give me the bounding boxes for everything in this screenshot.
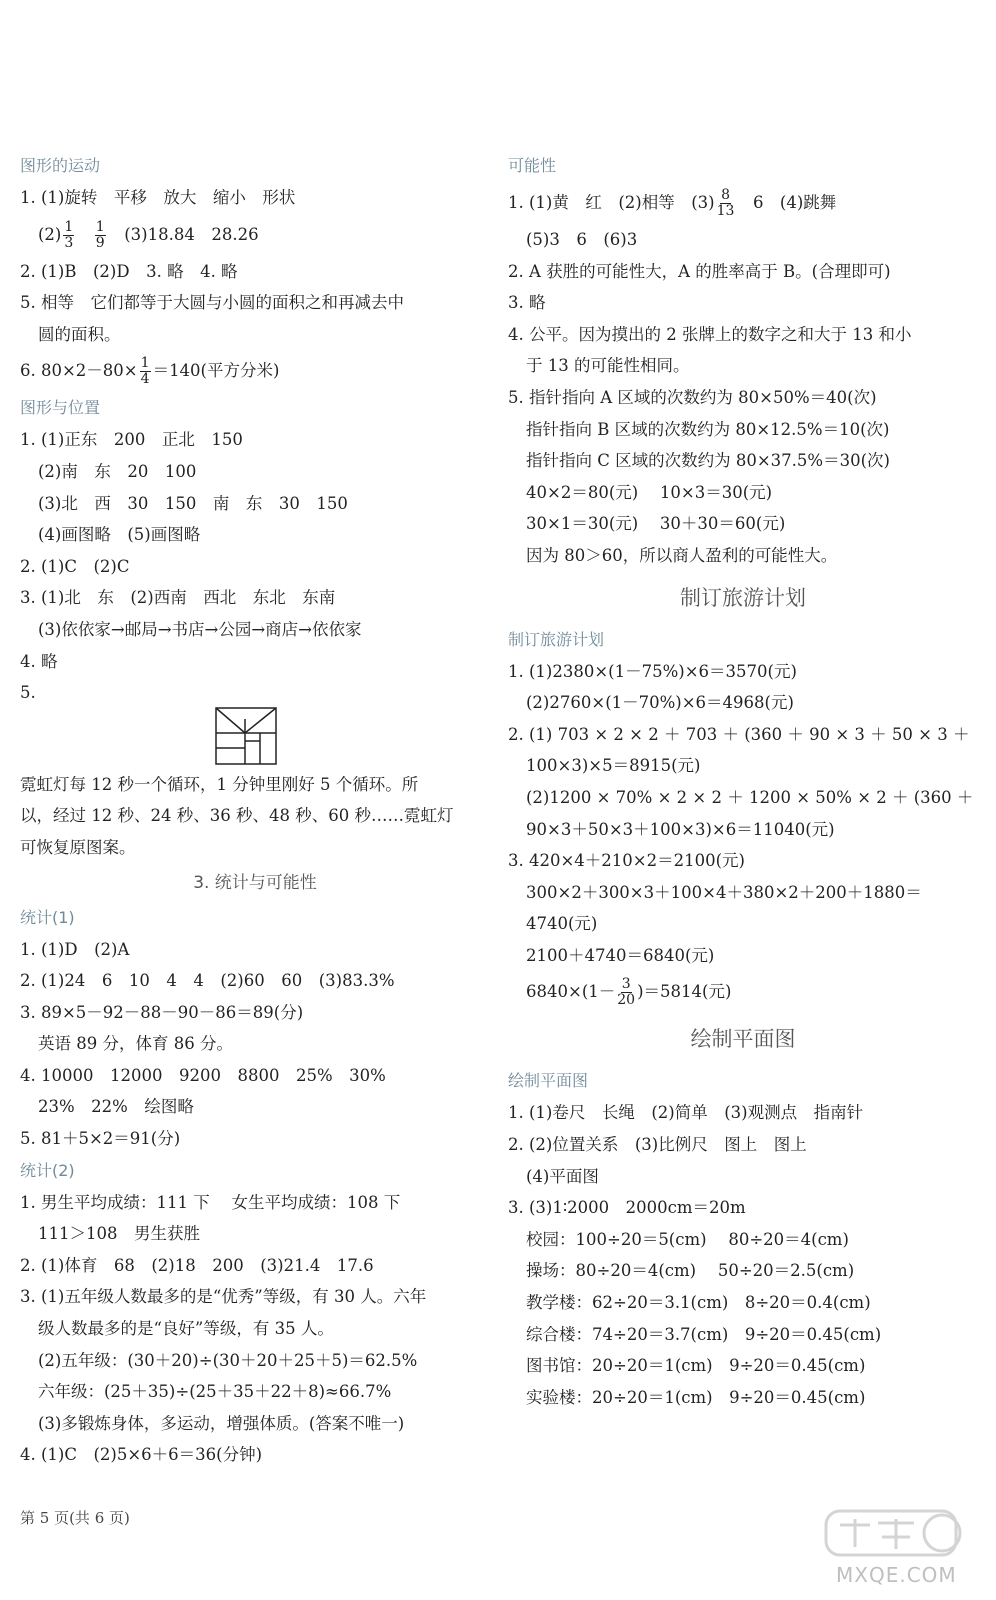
answer-line: (2)五年级：(30＋20)÷(30＋20＋25＋5)＝62.5% bbox=[38, 1350, 418, 1370]
section-heading: 制订旅游计划 bbox=[508, 629, 605, 649]
fraction-numerator: 3 bbox=[621, 976, 631, 993]
answer-line: 2. (1)体育 68 (2)18 200 (3)21.4 17.6 bbox=[20, 1255, 374, 1275]
answer-line: 23% 22% 绘图略 bbox=[38, 1097, 194, 1117]
answer-line: 圆的面积。 bbox=[38, 324, 121, 344]
answer-line: (3)北 西 30 150 南 东 30 150 bbox=[38, 493, 348, 513]
answer-line: 3. (1)北 东 (2)西南 西北 东北 东南 bbox=[20, 588, 336, 608]
fraction-denominator: 13 bbox=[716, 203, 735, 219]
answer-line: 1. 男生平均成绩：111 下 女生平均成绩：108 下 bbox=[20, 1192, 401, 1212]
section-heading: 图形的运动 bbox=[20, 156, 101, 175]
answer-line: 2100＋4740＝6840(元) bbox=[526, 945, 715, 965]
answer-line: (2)南 东 20 100 bbox=[38, 461, 197, 481]
answer-line: 3. 略 bbox=[508, 293, 546, 313]
answer-line: 图书馆：20÷20＝1(cm) 9÷20＝0.45(cm) bbox=[526, 1356, 866, 1376]
fraction-denominator: 20 bbox=[617, 992, 636, 1009]
answer-line: 4740(元) bbox=[526, 914, 598, 934]
fraction bbox=[140, 356, 151, 387]
fraction-numerator: 1 bbox=[95, 218, 105, 235]
chapter-title: 3. 统计与可能性 bbox=[193, 872, 317, 893]
answer-text: ＝140(平方分米) bbox=[152, 361, 280, 381]
answer-line: 30×1＝30(元) 30＋30＝60(元) bbox=[526, 514, 786, 534]
fraction-numerator: 1 bbox=[140, 355, 150, 372]
fraction bbox=[617, 977, 635, 1008]
watermark bbox=[778, 1505, 978, 1595]
answer-line: 六年级：(25＋35)÷(25＋35＋22＋8)≈66.7% bbox=[38, 1382, 392, 1402]
watermark-text: MXQE.COM bbox=[836, 1563, 957, 1587]
answer-line: 可恢复原图案。 bbox=[20, 837, 136, 857]
answer-line: 于 13 的可能性相同。 bbox=[526, 356, 690, 376]
answer-line: (3)依依家→邮局→书店→公园→商店→依依家 bbox=[38, 619, 362, 639]
answer-line: 3. (3)1∶2000 2000cm＝20m bbox=[508, 1198, 746, 1218]
answer-line: (4)画图略 (5)画图略 bbox=[38, 525, 201, 545]
answer-line bbox=[20, 214, 490, 256]
fraction-denominator: 9 bbox=[95, 234, 105, 251]
answer-line: 5. bbox=[20, 683, 36, 703]
answer-line: 1. (1)正东 200 正北 150 bbox=[20, 430, 243, 450]
answer-line: 2. (1)C (2)C bbox=[20, 556, 130, 576]
answer-line: 综合楼：74÷20＝3.7(cm) 9÷20＝0.45(cm) bbox=[526, 1324, 882, 1344]
section-heading: 统计(2) bbox=[20, 1160, 75, 1180]
answer-line: 5. 81＋5×2＝91(分) bbox=[20, 1129, 181, 1149]
neon-pattern-diagram bbox=[20, 709, 490, 769]
answer-line: 2. (1)B (2)D 3. 略 4. 略 bbox=[20, 261, 238, 281]
answer-line: 1. (1)2380×(1－75%)×6＝3570(元) bbox=[508, 661, 797, 681]
chapter-title: 绘制平面图 bbox=[690, 1027, 796, 1052]
fraction-denominator: 3 bbox=[64, 234, 74, 251]
section-heading: 绘制平面图 bbox=[508, 1071, 589, 1091]
answer-line: (3)多锻炼身体，多运动，增强体质。(答案不唯一) bbox=[38, 1413, 405, 1433]
answer-line: 因为 80＞60，所以商人盈利的可能性大。 bbox=[526, 545, 838, 565]
answer-text: 6. 80×2－80× bbox=[20, 361, 138, 381]
answer-line: 指针指向 B 区域的次数约为 80×12.5%＝10(次) bbox=[526, 419, 890, 439]
answer-text: 6840×(1－ bbox=[526, 982, 616, 1002]
answer-line: 4. (1)C (2)5×6＋6＝36(分钟) bbox=[20, 1445, 263, 1465]
answer-line: (2)1200 × 70% × 2 × 2 ＋ 1200 × 50% × 2 ＋ (360 ＋ bbox=[526, 787, 974, 807]
answer-line: 40×2＝80(元) 10×3＝30(元) bbox=[526, 482, 773, 502]
answer-line: 5. 相等 它们都等于大圆与小圆的面积之和再减去中 bbox=[20, 293, 404, 313]
section-heading: 统计(1) bbox=[20, 907, 75, 927]
answer-line: 4. 10000 12000 9200 8800 25% 30% bbox=[20, 1065, 386, 1085]
answer-line: 1. (1)卷尺 长绳 (2)简单 (3)观测点 指南针 bbox=[508, 1103, 864, 1123]
answer-line: 2. A 获胜的可能性大，A 的胜率高于 B。(合理即可) bbox=[508, 261, 891, 281]
section-heading: 可能性 bbox=[508, 156, 557, 175]
section-heading: 图形与位置 bbox=[20, 398, 101, 418]
answer-line: 校园：100÷20＝5(cm) 80÷20＝4(cm) bbox=[526, 1229, 849, 1249]
answer-text: (2) bbox=[38, 224, 62, 244]
answer-line: 3. (1)五年级人数最多的是“优秀”等级，有 30 人。六年 bbox=[20, 1287, 427, 1307]
answer-line: 教学楼：62÷20＝3.1(cm) 8÷20＝0.4(cm) bbox=[526, 1293, 871, 1313]
answer-line: 以，经过 12 秒、24 秒、36 秒、48 秒、60 秒……霓虹灯 bbox=[20, 806, 454, 826]
answer-text: )＝5814(元) bbox=[637, 982, 732, 1002]
answer-line: 2. (1)24 6 10 4 4 (2)60 60 (3)83.3% bbox=[20, 971, 395, 991]
answer-line: 实验楼：20÷20＝1(cm) 9÷20＝0.45(cm) bbox=[526, 1387, 866, 1407]
fraction bbox=[95, 220, 106, 251]
answer-line: 级人数最多的是“良好”等级，有 35 人。 bbox=[38, 1319, 334, 1339]
answer-line bbox=[508, 971, 978, 1013]
answer-line: (5)3 6 (6)3 bbox=[526, 230, 638, 249]
right-column bbox=[508, 150, 978, 1413]
fraction-denominator: 4 bbox=[140, 371, 150, 388]
neon-pattern-icon bbox=[215, 707, 277, 765]
answer-line: 霓虹灯每 12 秒一个循环，1 分钟里刚好 5 个循环。所 bbox=[20, 774, 419, 794]
answer-logo-icon bbox=[778, 1505, 978, 1565]
answer-line: 90×3＋50×3＋100×3)×6＝11040(元) bbox=[526, 819, 835, 839]
answer-line bbox=[20, 350, 490, 392]
answer-line: 1. (1)旋转 平移 放大 缩小 形状 bbox=[20, 188, 296, 207]
fraction-numerator: 8 bbox=[721, 187, 730, 203]
answer-line: 111＞108 男生获胜 bbox=[38, 1224, 200, 1244]
answer-line: 3. 89×5－92－88－90－86＝89(分) bbox=[20, 1002, 304, 1022]
answer-line: (2)2760×(1－70%)×6＝4968(元) bbox=[526, 693, 794, 713]
left-column bbox=[20, 150, 490, 1471]
answer-text: (3)18.84 28.26 bbox=[124, 224, 259, 244]
answer-line: 2. (2)位置关系 (3)比例尺 图上 图上 bbox=[508, 1135, 807, 1155]
answer-line bbox=[508, 182, 978, 224]
fraction-numerator: 1 bbox=[64, 218, 74, 235]
answer-text: 6 (4)跳舞 bbox=[736, 193, 837, 212]
fraction bbox=[717, 188, 735, 219]
answer-line: 3. 420×4＋210×2＝2100(元) bbox=[508, 851, 745, 871]
answer-line: 指针指向 C 区域的次数约为 80×37.5%＝30(次) bbox=[526, 451, 890, 471]
answer-line: 5. 指针指向 A 区域的次数约为 80×50%＝40(次) bbox=[508, 387, 877, 407]
answer-line: 2. (1) 703 × 2 × 2 ＋ 703 ＋ (360 ＋ 90 × 3 ＋ 50 × 3 ＋ bbox=[508, 724, 970, 744]
answer-line: 300×2＋300×3＋100×4＋380×2＋200＋1880＝ bbox=[526, 882, 922, 902]
answer-line: 操场：80÷20＝4(cm) 50÷20＝2.5(cm) bbox=[526, 1261, 855, 1281]
answer-line: (4)平面图 bbox=[526, 1166, 599, 1186]
answer-line: 4. 公平。因为摸出的 2 张牌上的数字之和大于 13 和小 bbox=[508, 324, 912, 344]
answer-line: 100×3)×5＝8915(元) bbox=[526, 756, 701, 776]
fraction bbox=[63, 220, 74, 251]
chapter-title: 制订旅游计划 bbox=[680, 585, 806, 610]
answer-line: 4. 略 bbox=[20, 651, 58, 671]
answer-text: 1. (1)黄 红 (2)相等 (3) bbox=[508, 193, 715, 212]
page-footer: 第 5 页(共 6 页) bbox=[20, 1509, 130, 1527]
answer-line: 1. (1)D (2)A bbox=[20, 939, 130, 959]
answer-line: 英语 89 分，体育 86 分。 bbox=[38, 1034, 233, 1054]
